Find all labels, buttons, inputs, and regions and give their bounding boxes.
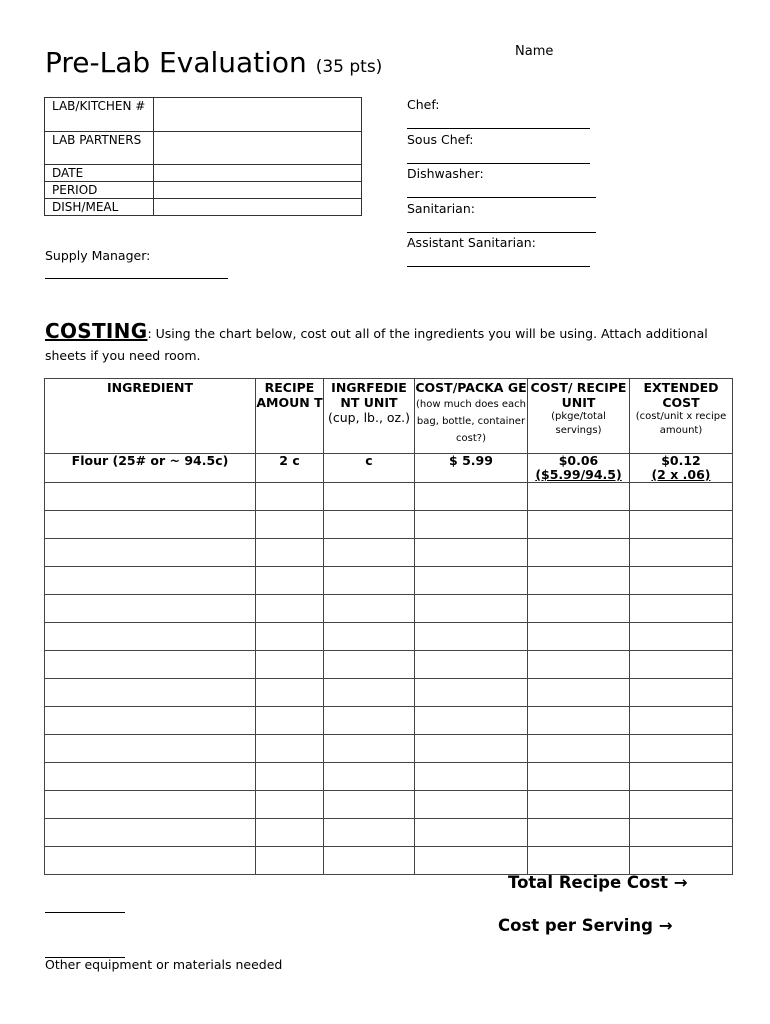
assistant-sanitarian-label: Assistant Sanitarian:	[407, 235, 536, 250]
table-row	[45, 763, 733, 791]
table-cell[interactable]	[528, 679, 630, 707]
example-amount: 2 c	[256, 454, 324, 483]
title-text: Pre-Lab Evaluation	[45, 46, 307, 79]
header-ingredient: INGREDIENT	[45, 379, 256, 454]
supply-manager-line[interactable]	[45, 278, 228, 279]
header-ingredient-unit	[324, 379, 415, 454]
table-cell[interactable]	[324, 595, 415, 623]
dish-meal-field[interactable]	[154, 199, 362, 216]
table-cell[interactable]	[45, 763, 256, 791]
name-label: Name	[515, 44, 554, 59]
table-row	[45, 595, 733, 623]
table-cell[interactable]	[630, 847, 733, 875]
table-cell[interactable]	[528, 595, 630, 623]
table-cell[interactable]	[256, 595, 324, 623]
lab-kitchen-field[interactable]	[154, 98, 362, 132]
table-row	[45, 539, 733, 567]
table-cell[interactable]	[256, 623, 324, 651]
table-cell[interactable]	[415, 735, 528, 763]
example-ingredient: Flour (25# or ~ 94.5c)	[45, 454, 256, 483]
table-cell[interactable]	[528, 819, 630, 847]
costing-section	[45, 320, 735, 367]
table-row	[45, 483, 733, 511]
table-cell[interactable]	[45, 679, 256, 707]
table-cell[interactable]	[528, 511, 630, 539]
table-cell[interactable]	[324, 651, 415, 679]
header-unit-sub: (cup, lb., oz.)	[328, 410, 410, 425]
table-cell[interactable]	[324, 763, 415, 791]
table-cell[interactable]	[630, 735, 733, 763]
table-cell[interactable]	[528, 623, 630, 651]
chef-label: Chef:	[407, 97, 440, 112]
header-cost-package	[415, 379, 528, 454]
table-cell[interactable]	[324, 623, 415, 651]
table-cell[interactable]	[630, 763, 733, 791]
table-cell[interactable]	[324, 511, 415, 539]
example-cost-unit	[528, 454, 630, 483]
costing-table	[44, 378, 733, 875]
chef-line[interactable]	[407, 128, 590, 129]
table-cell[interactable]	[45, 791, 256, 819]
table-cell[interactable]	[528, 539, 630, 567]
table-cell[interactable]	[45, 847, 256, 875]
table-row	[45, 651, 733, 679]
table-cell[interactable]	[256, 819, 324, 847]
table-cell[interactable]	[415, 567, 528, 595]
table-cell[interactable]	[256, 511, 324, 539]
example-row	[45, 454, 733, 483]
table-row	[45, 623, 733, 651]
table-row	[45, 819, 733, 847]
lab-kitchen-label: LAB/KITCHEN #	[45, 98, 154, 132]
table-cell[interactable]	[324, 735, 415, 763]
table-cell[interactable]	[45, 623, 256, 651]
table-cell[interactable]	[528, 707, 630, 735]
table-cell[interactable]	[630, 707, 733, 735]
table-cell[interactable]	[528, 735, 630, 763]
lab-partners-field[interactable]	[154, 132, 362, 165]
table-cell[interactable]	[528, 651, 630, 679]
header-extended-sub: (cost/unit x recipe amount)	[635, 411, 727, 436]
table-cell[interactable]	[324, 819, 415, 847]
table-cell[interactable]	[45, 483, 256, 511]
table-cell[interactable]	[45, 595, 256, 623]
table-cell[interactable]	[415, 595, 528, 623]
table-cell[interactable]	[630, 539, 733, 567]
table-cell[interactable]	[415, 763, 528, 791]
table-cell[interactable]	[415, 679, 528, 707]
table-row	[45, 511, 733, 539]
table-cell[interactable]	[528, 483, 630, 511]
example-cost-unit-value: $0.06	[558, 453, 599, 468]
table-cell[interactable]	[324, 707, 415, 735]
table-cell[interactable]	[415, 819, 528, 847]
table-cell[interactable]	[630, 483, 733, 511]
sanitarian-line[interactable]	[407, 232, 596, 233]
example-cost-package: $ 5.99	[415, 454, 528, 483]
example-extended	[630, 454, 733, 483]
costing-heading: COSTING	[45, 319, 148, 343]
supply-manager-label: Supply Manager:	[45, 248, 151, 263]
points-label: (35 pts)	[315, 57, 383, 77]
table-cell[interactable]	[256, 707, 324, 735]
table-cell[interactable]	[45, 539, 256, 567]
table-cell[interactable]	[324, 791, 415, 819]
sous-chef-line[interactable]	[407, 163, 590, 164]
total-cost-blank[interactable]	[45, 912, 125, 913]
page-title	[45, 46, 382, 79]
cost-per-serving-label: Cost per Serving →	[498, 916, 673, 935]
lab-partners-label: LAB PARTNERS	[45, 132, 154, 165]
date-field[interactable]	[154, 165, 362, 182]
header-extended-cost	[630, 379, 733, 454]
table-row	[45, 707, 733, 735]
table-cell[interactable]	[256, 567, 324, 595]
table-cell[interactable]	[630, 819, 733, 847]
header-cost-pkg-sub: (how much does each bag, bottle, container cost?)	[416, 399, 526, 444]
table-cell[interactable]	[528, 567, 630, 595]
table-cell[interactable]	[630, 623, 733, 651]
table-cell[interactable]	[630, 791, 733, 819]
table-cell[interactable]	[630, 651, 733, 679]
table-cell[interactable]	[630, 595, 733, 623]
table-cell[interactable]	[630, 679, 733, 707]
table-cell[interactable]	[324, 483, 415, 511]
table-cell[interactable]	[256, 483, 324, 511]
table-cell[interactable]	[45, 511, 256, 539]
period-field[interactable]	[154, 182, 362, 199]
header-cost-unit-main: COST/ RECIPE UNIT	[530, 380, 627, 410]
example-cost-unit-calc: ($5.99/94.5)	[535, 467, 622, 482]
example-extended-calc: (2 x .06)	[651, 467, 711, 482]
table-row	[45, 679, 733, 707]
table-cell[interactable]	[528, 791, 630, 819]
table-cell[interactable]	[45, 707, 256, 735]
table-cell[interactable]	[45, 567, 256, 595]
other-equipment-label: Other equipment or materials needed	[45, 957, 283, 972]
example-unit: c	[324, 454, 415, 483]
dishwasher-label: Dishwasher:	[407, 166, 484, 181]
costing-instructions: : Using the chart below, cost out all of the ingredients you will be using. Attach additional sheets if you need room.	[45, 326, 708, 363]
table-cell[interactable]	[630, 511, 733, 539]
table-cell[interactable]	[324, 539, 415, 567]
sous-chef-label: Sous Chef:	[407, 132, 474, 147]
assistant-sanitarian-line[interactable]	[407, 266, 590, 267]
table-cell[interactable]	[45, 819, 256, 847]
table-cell[interactable]	[324, 847, 415, 875]
sanitarian-label: Sanitarian:	[407, 201, 475, 216]
table-cell[interactable]	[256, 735, 324, 763]
header-cost-unit-sub: (pkge/total servings)	[551, 411, 606, 436]
table-cell[interactable]	[256, 847, 324, 875]
table-cell[interactable]	[415, 651, 528, 679]
table-cell[interactable]	[256, 651, 324, 679]
table-cell[interactable]	[415, 791, 528, 819]
table-cell[interactable]	[256, 763, 324, 791]
table-cell[interactable]	[415, 623, 528, 651]
table-cell[interactable]	[256, 791, 324, 819]
date-label: DATE	[45, 165, 154, 182]
lab-info-table	[44, 97, 362, 216]
table-cell[interactable]	[256, 539, 324, 567]
table-row	[45, 735, 733, 763]
dish-meal-label: DISH/MEAL	[45, 199, 154, 216]
header-extended-main: EXTENDED COST	[643, 380, 719, 410]
dishwasher-line[interactable]	[407, 197, 596, 198]
table-cell[interactable]	[45, 735, 256, 763]
table-cell[interactable]	[415, 707, 528, 735]
table-row	[45, 847, 733, 875]
table-row	[45, 791, 733, 819]
header-unit-main: INGRFEDIE NT UNIT	[331, 380, 407, 410]
table-cell[interactable]	[528, 763, 630, 791]
total-recipe-cost-label: Total Recipe Cost →	[508, 873, 688, 892]
table-cell[interactable]	[630, 567, 733, 595]
table-cell[interactable]	[415, 511, 528, 539]
table-cell[interactable]	[415, 847, 528, 875]
period-label: PERIOD	[45, 182, 154, 199]
header-recipe-amount: RECIPE AMOUN T	[256, 379, 324, 454]
header-cost-pkg-main: COST/PACKA GE	[415, 380, 527, 395]
header-cost-recipe-unit	[528, 379, 630, 454]
table-cell[interactable]	[324, 679, 415, 707]
table-cell[interactable]	[256, 679, 324, 707]
table-cell[interactable]	[415, 483, 528, 511]
table-cell[interactable]	[415, 539, 528, 567]
table-cell[interactable]	[324, 567, 415, 595]
example-extended-value: $0.12	[661, 453, 701, 468]
table-cell[interactable]	[528, 847, 630, 875]
table-row	[45, 567, 733, 595]
table-cell[interactable]	[45, 651, 256, 679]
